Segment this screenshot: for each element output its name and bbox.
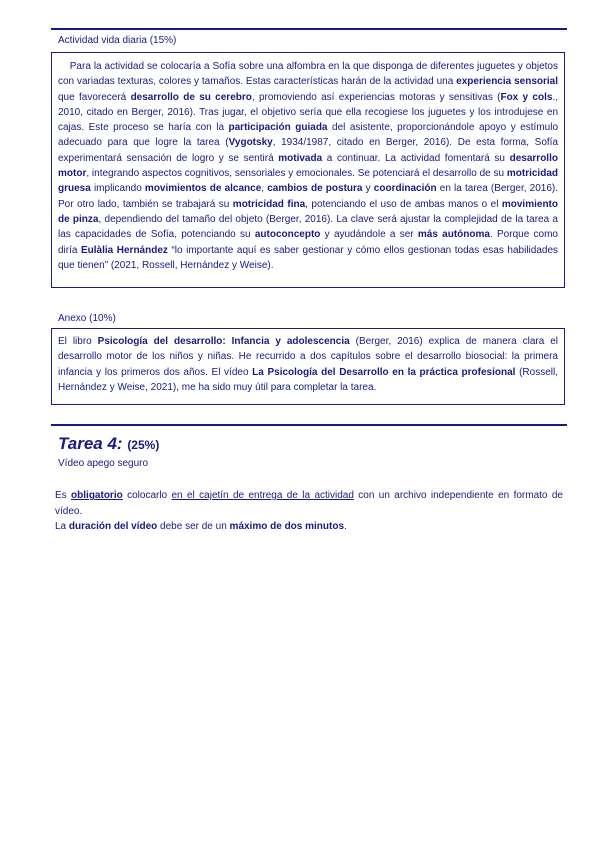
tarea-instructions [55, 488, 563, 535]
section-label-actividad: Actividad vida diaria (15%) [58, 35, 177, 46]
actividad-run: Para la actividad se colocaría a Sofía sobre una alfombra en la que disponga de diferentes juguetes y objetos con variadas texturas, colores y tamaños. Estas características harán de la actividad una [58, 61, 561, 88]
instruction2-run: duración del vídeo [68, 521, 158, 532]
instruction1-run: con un archivo independiente en formato de vídeo. [55, 490, 563, 517]
actividad-run: coordinación [373, 183, 437, 195]
instruction1-run: colocarlo [122, 490, 172, 501]
instruction-obligatorio [55, 488, 563, 519]
actividad-run: y ayudándole a ser [320, 229, 418, 241]
instruction2-run: La [55, 521, 69, 532]
actividad-run: , potenciando el uso de ambas manos o el [305, 198, 502, 210]
actividad-run: implicando [90, 183, 145, 195]
actividad-run: autoconcepto [254, 229, 321, 241]
actividad-run: , 1934/1987, citado en Berger, 2016). De esta forma, Sofía experimentará sensación de logro y se sentirá [58, 137, 561, 164]
actividad-run: motivada [278, 152, 323, 164]
actividad-run: “lo importante aquí es saber gestionar y cómo ellos gestionan todas esas habilidades que tienen” (2021, Rossell, Hernández y Weise). [58, 244, 561, 271]
actividad-paragraph [58, 59, 561, 273]
anexo-box [51, 328, 565, 405]
instruction2-run: debe ser de un [157, 521, 230, 532]
anexo-run: (Rossell, Hernández y Weise, 2021), me ha sido muy útil para completar la tarea. [58, 366, 558, 393]
instruction1-run: obligatorio [71, 490, 123, 501]
tarea-percent: (25%) [127, 438, 160, 452]
section-label-anexo: Anexo (10%) [58, 313, 116, 324]
anexo-run: La Psicología del Desarrollo en la práctica profesional [252, 366, 516, 378]
anexo-run: El libro [58, 336, 98, 347]
tarea-subtitle: Vídeo apego seguro [58, 458, 149, 469]
actividad-run: desarrollo motor [58, 152, 561, 180]
tarea-rule [51, 424, 567, 426]
actividad-run: que favorecerá [58, 76, 561, 103]
tarea-title: Tarea 4: [58, 434, 123, 453]
actividad-run: , promoviendo así experiencias motoras y sensitivas ( [251, 91, 501, 103]
actividad-run: más autónoma [417, 229, 490, 241]
instruction1-run: en el cajetín de entrega de la actividad [171, 490, 354, 501]
actividad-run: motricidad gruesa [58, 168, 561, 195]
anexo-run: Psicología del desarrollo: Infancia y adolescencia [97, 336, 350, 347]
top-rule [51, 28, 567, 30]
actividad-run: movimientos de alcance [144, 183, 262, 195]
actividad-run: en la tarea (Berger, 2016). Por otro lado, también se trabajará su [58, 183, 561, 210]
actividad-run: a continuar. La actividad fomentará su [322, 152, 510, 164]
instruction-duracion [55, 519, 563, 535]
actividad-run: Vygotsky [228, 137, 273, 149]
actividad-run: participación guiada [228, 122, 328, 134]
actividad-run: movimiento de pinza [58, 198, 561, 225]
instruction2-run: . [344, 521, 347, 532]
actividad-box [51, 52, 565, 288]
actividad-run: Fox y cols [500, 91, 553, 103]
actividad-run: motricidad fina [232, 198, 306, 210]
actividad-run: experiencia sensorial [456, 76, 558, 88]
actividad-run: Eulàlia Hernández [81, 244, 168, 256]
actividad-run: y [362, 183, 374, 195]
anexo-run: (Berger, 2016) explica de manera clara el desarrollo motor de los niños y niñas. He recurrido a dos capítulos sobre el desarrollo biosocial: la primera infancia y los primeros dos años. El vídeo [58, 336, 558, 378]
instruction2-run: máximo de dos minutos [229, 521, 345, 532]
tarea-heading [58, 434, 159, 454]
actividad-run: , [261, 183, 268, 195]
actividad-run: cambios de postura [267, 183, 363, 195]
anexo-paragraph [58, 334, 558, 395]
actividad-run: , integrando aspectos cognitivos, sensoriales y emocionales. Se potenciará el desarrollo de su [86, 168, 507, 180]
instruction1-run: Es [55, 490, 72, 501]
actividad-run: del asistente, proporcionándole apoyo y estímulo adecuado para que logre la tarea ( [58, 122, 561, 149]
actividad-run: , dependiendo del tamaño del objeto (Berger, 2016). La clave será ajustar la complejidad de la tarea a las capacidades de Sofía, potenciando su [58, 213, 561, 241]
actividad-run: . Porque como diría [58, 229, 561, 256]
actividad-run: ., 2010, citado en Berger, 2016). Tras jugar, el objetivo sería que ella recogiese los juguetes y los introdujese en cajas. Este proceso se haría con la [58, 91, 561, 134]
actividad-run: desarrollo de su cerebro [130, 91, 252, 103]
